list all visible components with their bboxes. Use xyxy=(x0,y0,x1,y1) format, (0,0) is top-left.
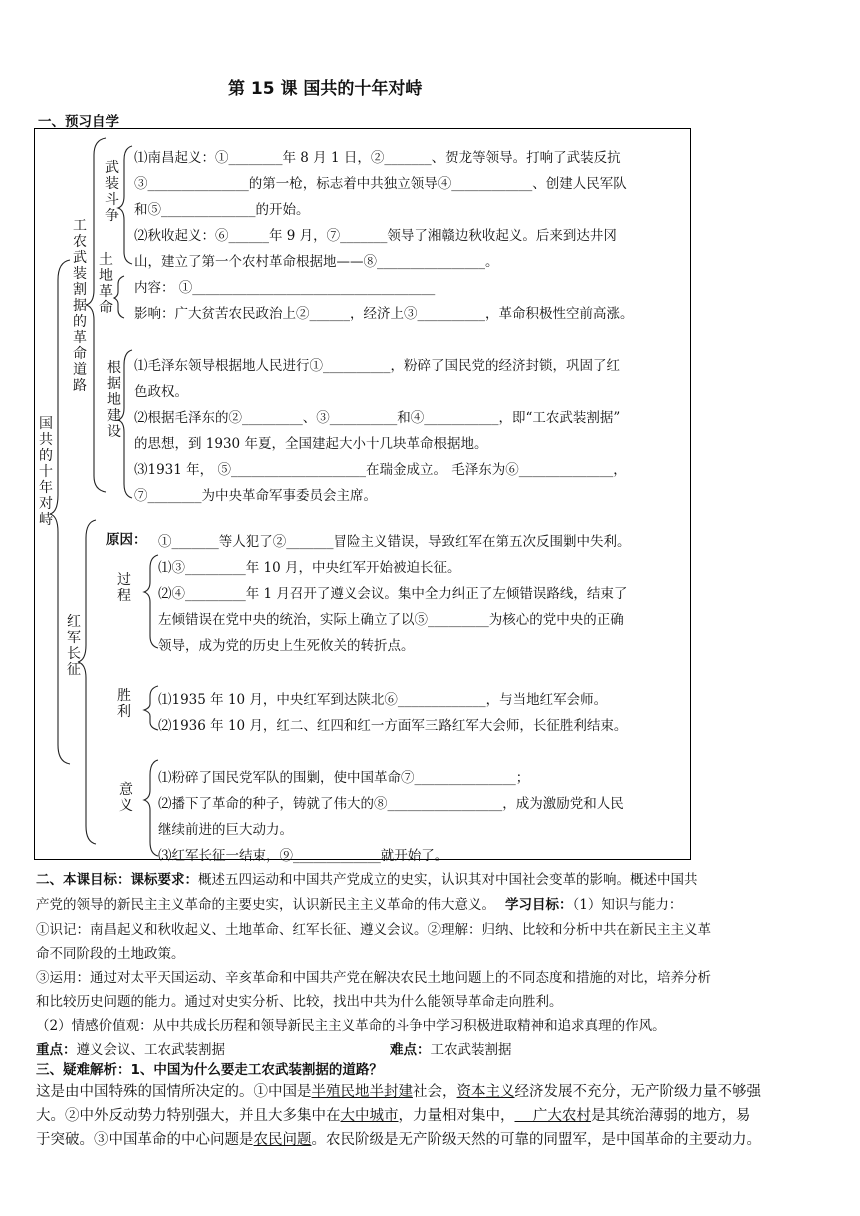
line-21: ⑴粉碎了国民党军队的围剿，使中国革命⑦_______________； xyxy=(158,770,530,786)
label-guocheng: 过程 xyxy=(117,572,131,604)
analysis-text-1a: 这是由中国特殊的国情所决定的。①中国是 xyxy=(36,1084,312,1100)
page-title: 第 15 课 国共的十年对峙 xyxy=(228,79,423,99)
analysis-underline-5: 农民问题 xyxy=(253,1132,312,1148)
analysis-text-3a: 于突破。③中国革命的中心问题是 xyxy=(36,1132,254,1148)
analysis-line-3 xyxy=(36,1128,761,1149)
line-11: 的思想，到 1930 年夏，全国建起大小十几块革命根据地。 xyxy=(134,436,488,452)
key-text: 遵义会议、工农武装割据 xyxy=(76,1042,225,1058)
difficult-points xyxy=(390,1038,512,1058)
goals-line-7: （2）情感价值观：从中共成长历程和领导新民主主义革命的斗争中学习积极进取精神和追求真理的作风。 xyxy=(36,1018,666,1034)
line-13: ⑦________为中央革命军事委员会主席。 xyxy=(134,488,377,504)
line-7: 影响：广大贫苦农民政治上②______，经济上③__________，革命积极性空前高涨。 xyxy=(134,306,634,322)
line-20: ⑵1936 年 10 月，红二、红四和红一方面军三路红军大会师，长征胜利结束。 xyxy=(158,718,628,734)
line-19: ⑴1935 年 10 月，中央红军到达陕北⑥_____________，与当地红军会师。 xyxy=(158,692,608,708)
wuzhuang-brace xyxy=(118,146,132,264)
goals-line-1 xyxy=(36,868,698,888)
analysis-underline-3: 大中城市 xyxy=(340,1108,399,1124)
key-points xyxy=(36,1038,225,1058)
analysis-text-3b: 。农民阶级是无产阶级天然的可靠的同盟军，是中国革命的主要动力。 xyxy=(311,1132,761,1148)
hongjun-brace xyxy=(78,520,96,844)
yiyi-brace xyxy=(144,760,158,856)
analysis-underline-2: 资本主义 xyxy=(456,1084,515,1100)
label-genjudi: 根据地建设 xyxy=(107,360,121,440)
reason-label: 原因： xyxy=(106,532,147,548)
guocheng-brace xyxy=(144,555,158,648)
difficult-text: 工农武装割据 xyxy=(430,1042,512,1058)
label-tudi: 土地革命 xyxy=(99,252,113,316)
analysis-text-2b: ，力量相对集中， xyxy=(398,1108,515,1124)
analysis-text-2a: 大。②中外反动势力特别强大，并且大多集中在 xyxy=(36,1108,341,1124)
goals-line-4: 命不同阶段的土地政策。 xyxy=(36,946,185,962)
label-hongjun: 红军长征 xyxy=(67,614,81,678)
label-yiyi: 意义 xyxy=(119,782,133,814)
line-6: 内容： ①____________________________________ xyxy=(134,280,436,296)
analysis-line-2 xyxy=(36,1104,750,1125)
analysis-underline-1: 半殖民地半封建 xyxy=(311,1084,413,1100)
learning-goals-label: 学习目标： xyxy=(505,897,573,913)
line-8: ⑴毛泽东领导根据地人民进行①__________，粉碎了国民党的经济封锁，巩固了红 xyxy=(134,358,620,374)
line-9: 色政权。 xyxy=(134,384,188,400)
label-shengli: 胜利 xyxy=(117,688,131,720)
line-4: ⑵秋收起义：⑥______年 9 月，⑦_______领导了湘赣边秋收起义。后来到达井冈 xyxy=(134,228,617,244)
goals-line-2 xyxy=(36,893,682,913)
analysis-heading: 三、疑难解析：1、中国为什么要走工农武装割据的道路？ xyxy=(36,1062,383,1078)
line-3: 和⑤______________的开始。 xyxy=(134,202,310,218)
shengli-brace xyxy=(144,686,158,730)
line-18: 领导，成为党的历史上生死攸关的转折点。 xyxy=(158,638,415,654)
goals-line-5: ③运用：通过对太平天国运动、辛亥革命和中国共产党在解决农民土地问题上的不同态度和措施的对比，培养分析 xyxy=(36,970,711,986)
line-17: 左倾错误在党中央的统治，实际上确立了以⑤_________为核心的党中央的正确 xyxy=(158,612,624,628)
tudi-brace xyxy=(114,276,124,318)
line-23: 继续前进的巨大动力。 xyxy=(158,822,293,838)
goals-line-6: 和比较历史问题的能力。通过对史实分析、比较，找出中共为什么能领导革命走向胜利。 xyxy=(36,994,563,1010)
line-10: ⑵根据毛泽东的②_________、③__________和④___________，即“工农武装割据” xyxy=(134,410,621,426)
analysis-text-2c: 是其统治薄弱的地方，易 xyxy=(590,1108,751,1124)
line-16: ⑵④_________年 1 月召开了遵义会议。集中全力纠正了左倾错误路线，结束了 xyxy=(158,586,628,602)
difficult-label: 难点： xyxy=(390,1042,431,1058)
analysis-underline-4: 广大农村 xyxy=(514,1108,591,1124)
line-14: ①_______等人犯了②_______冒险主义错误，导致红军在第五次反围剿中失利。 xyxy=(158,534,631,550)
line-22: ⑵播下了革命的种子，铸就了伟大的⑧_________________，成为激励党和人民 xyxy=(158,796,624,812)
section-heading-preview: 一、预习自学 xyxy=(38,114,119,130)
label-main: 国共的十年对峙 xyxy=(39,416,53,528)
goals-line-3: ①识记：南昌起义和秋收起义、土地革命、红军长征、遵义会议。②理解：归纳、比较和分析中共在新民主主义革 xyxy=(36,922,711,938)
label-branch1: 工农武装割据的革命道路 xyxy=(73,218,87,394)
label-wuzhuang: 武装斗争 xyxy=(105,160,119,224)
goals-text-1: 概述五四运动和中国共产党成立的史实，认识其对中国社会变革的影响。概述中国共 xyxy=(198,872,698,888)
line-2: ③_______________的第一枪，标志着中共独立领导④____________、创建人民军队 xyxy=(134,176,627,192)
goals-text-2: 产党的领导的新民主主义革命的主要史实，认识新民主主义革命的伟大意义。 xyxy=(36,897,495,913)
knowledge-label: （1）知识与能力： xyxy=(572,897,683,913)
analysis-text-1b: 社会， xyxy=(413,1084,457,1100)
line-15: ⑴③_________年 10 月，中央红军开始被迫长征。 xyxy=(158,560,461,576)
analysis-line-1 xyxy=(36,1080,761,1101)
line-12: ⑶1931 年， ⑤____________________在瑞金成立。 毛泽东为⑥______________， xyxy=(134,462,627,478)
key-label: 重点： xyxy=(36,1042,77,1058)
analysis-text-1c: 经济发展不充分，无产阶级力量不够强 xyxy=(514,1084,761,1100)
line-1: ⑴南昌起义：①________年 8 月 1 日，②_______、贺龙等领导。打响了武装反抗 xyxy=(134,150,621,166)
line-5: 山，建立了第一个农村革命根据地——⑧________________。 xyxy=(134,254,499,270)
line-24: ⑶红军长征一结束，⑨_____________就开始了。 xyxy=(158,848,449,864)
goals-heading: 二、本课目标：课标要求： xyxy=(36,872,198,888)
